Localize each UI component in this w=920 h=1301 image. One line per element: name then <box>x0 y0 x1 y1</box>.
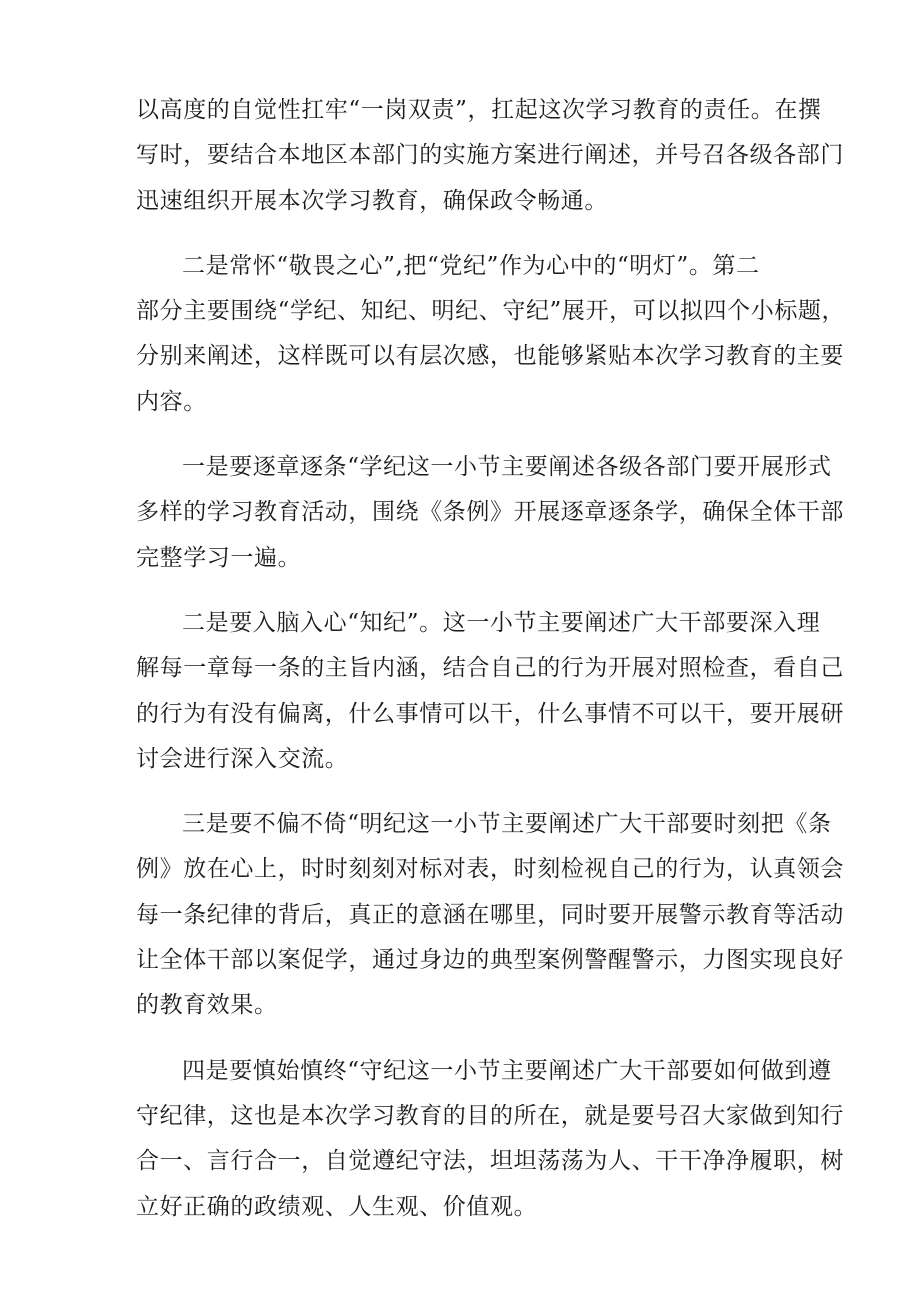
paragraph-line: 迅速组织开展本次学习教育，确保政令畅通。 <box>136 187 608 214</box>
paragraph-line: 合一、言行合一，自觉遵纪守法，坦坦荡荡为人、干干净净履职，树 <box>136 1148 844 1175</box>
paragraph-line: 守纪律，这也是本次学习教育的目的所在，就是要号召大家做到知行 <box>136 1102 844 1129</box>
paragraph-4 <box>136 601 844 782</box>
paragraph-1 <box>136 88 844 224</box>
paragraph-line: 二是要入脑入心“知纪”。这一小节主要阐述广大干部要深入理 <box>182 609 821 636</box>
paragraph-line: 的教育效果。 <box>136 992 278 1019</box>
paragraph-5 <box>136 802 844 1028</box>
paragraph-line: 立好正确的政绩观、人生观、价值观。 <box>136 1193 538 1220</box>
paragraph-3 <box>136 445 844 581</box>
paragraph-line: 让全体干部以案促学，通过身边的典型案例警醒警示，力图实现良好 <box>136 947 844 974</box>
paragraph-line: 分别来阐述，这样既可以有层次感，也能够紧贴本次学习教育的主要 <box>136 343 844 370</box>
paragraph-line: 写时，要结合本地区本部门的实施方案进行阐述，并号召各级各部门 <box>136 142 844 169</box>
paragraph-line: 的行为有没有偏离，什么事情可以干，什么事情不可以干，要开展研 <box>136 700 844 727</box>
paragraph-line: 解每一章每一条的主旨内涵，结合自己的行为开展对照检查，看自己 <box>136 655 844 682</box>
paragraph-line: 完整学习一遍。 <box>136 544 302 571</box>
paragraph-line: 以高度的自觉性扛牢“一岗双责”，扛起这次学习教育的责任。在撰 <box>136 97 822 123</box>
paragraph-6 <box>136 1049 844 1230</box>
paragraph-line: 三是要不偏不倚“明纪这一小节主要阐述广大干部要时刻把《条 <box>182 811 832 838</box>
paragraph-2 <box>136 244 846 425</box>
paragraph-line: 四是要慎始慎终“守纪这一小节主要阐述广大干部要如何做到遵 <box>182 1057 832 1084</box>
paragraph-line: 一是要逐章逐条“学纪这一小节主要阐述各级各部门要开展形式 <box>182 454 832 481</box>
paragraph-line: 每一条纪律的背后，真正的意涵在哪里，同时要开展警示教育等活动 <box>136 901 844 928</box>
paragraph-line: 多样的学习教育活动，围绕《条例》开展逐章逐条学，确保全体干部 <box>136 499 844 526</box>
paragraph-line: 二是常怀“敬畏之心”,把“党纪”作为心中的“明灯”。第二 <box>182 252 760 279</box>
paragraph-line: 部分主要围绕“学纪、知纪、明纪、守纪”展开，可以拟四个小标题， <box>136 298 846 325</box>
document-page <box>136 88 846 1250</box>
paragraph-line: 讨会进行深入交流。 <box>136 745 349 772</box>
paragraph-line: 内容。 <box>136 388 207 415</box>
paragraph-line: 例》放在心上，时时刻刻对标对表，时刻检视自己的行为，认真领会 <box>136 856 844 883</box>
